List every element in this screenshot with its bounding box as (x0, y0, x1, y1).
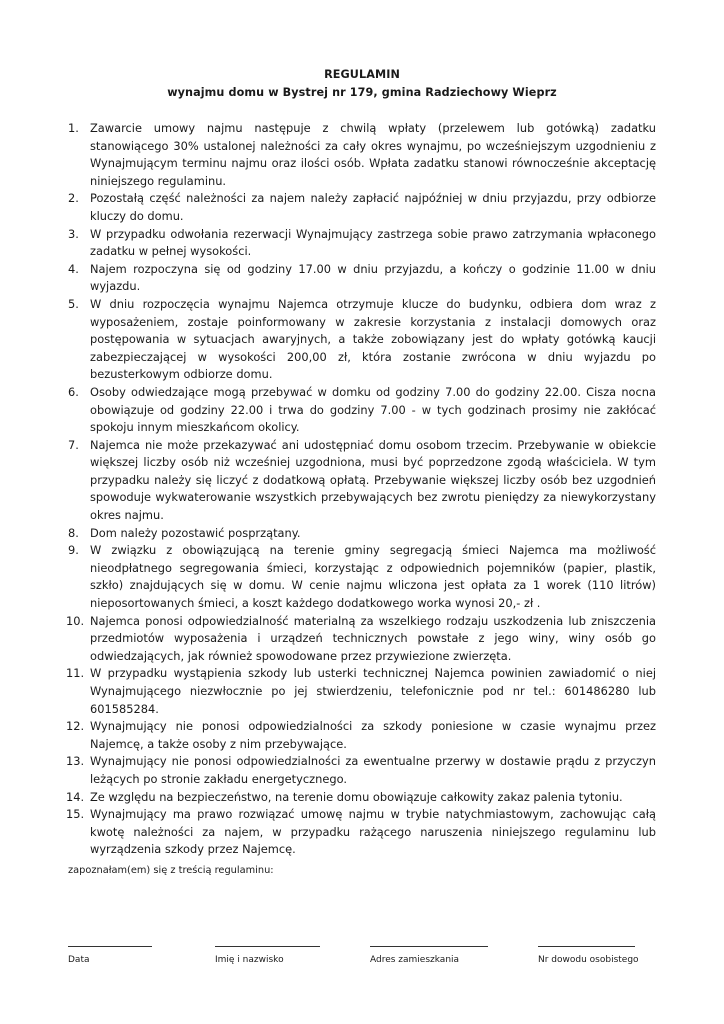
rule-text: Wynajmujący nie ponosi odpowiedzialności za ewentualne przerwy w dostawie prądu z przyczyn leżących po stronie zakładu energetycznego. (90, 754, 656, 786)
rule-number: 5. (68, 296, 79, 311)
rule-number: 14. (66, 789, 85, 804)
rule-item (0, 806, 724, 859)
document-subtitle: wynajmu domu w Bystrej nr 179, gmina Radziechowy Wieprz (167, 86, 557, 99)
signature-label-name: Imię i nazwisko (215, 955, 284, 965)
rule-item (0, 296, 724, 384)
rule-item (0, 753, 724, 788)
rule-item (0, 525, 724, 543)
signature-line-date (68, 946, 152, 947)
rule-item (0, 542, 724, 612)
rule-number: 9. (68, 543, 79, 558)
signature-line-address (370, 946, 488, 947)
rule-item (0, 384, 724, 437)
rule-number: 10. (66, 613, 85, 628)
rule-text: W przypadku odwołania rezerwacji Wynajmujący zastrzega sobie prawo zatrzymania wpłaconego zadatku w pełnej wysokości. (90, 226, 656, 259)
rule-text: Dom należy pozostawić posprzątany. (90, 525, 301, 540)
rule-text: Wynajmujący ma prawo rozwiązać umowę najmu w trybie natychmiastowym, zachowując całą kwotę należności za najem, w przypadku rażącego naruszenia niniejszego regulaminu lub wyrządzenia szkody przez Najemcę. (90, 807, 656, 857)
rule-item (0, 120, 724, 190)
rule-number: 6. (68, 384, 79, 399)
rule-text: Najemca nie może przekazywać ani udostępniać domu osobom trzecim. Przebywanie w obiekcie większej liczby osób niż wcześniej uzgodniona, musi być poprzedzone zgodą właściciela. W tym przypadku należy się liczyć z dodatkową opłatą. Przebywanie większej liczby osób bez uzgodnień spowoduje wykwaterowanie wszystkich przebywających bez zwrotu pieniędzy za niewykorzystany okres najmu. (90, 437, 656, 523)
rule-item (0, 261, 724, 296)
rule-number: 4. (68, 261, 79, 276)
rule-number: 2. (68, 191, 79, 206)
rule-item (0, 190, 724, 225)
rule-text: Ze względu na bezpieczeństwo, na terenie domu obowiązuje całkowity zakaz palenia tytoniu. (90, 789, 623, 804)
rule-text: Osoby odwiedzające mogą przebywać w domku od godziny 7.00 do godziny 22.00. Cisza nocna obowiązuje od godziny 22.00 i trwa do godziny 7.00 - w tych godzinach prosimy nie zakłócać spokoju innym mieszkańcom okolicy. (90, 384, 656, 435)
signature-label-address: Adres zamieszkania (370, 955, 460, 965)
document-title: REGULAMIN (324, 68, 400, 81)
signature-line-id (538, 946, 635, 947)
rule-number: 13. (66, 754, 85, 769)
rule-number: 8. (68, 525, 79, 540)
rule-item (0, 789, 724, 807)
rule-item (0, 665, 724, 718)
rule-item (0, 437, 724, 525)
rule-text: W dniu rozpoczęcia wynajmu Najemca otrzymuje klucze do budynku, odbiera dom wraz z wyposażeniem, zostaje poinformowany w zakresie korzystania z instalacji domowych oraz postępowania w sytuacjach awaryjnych, a także zobowiązany jest do wpłaty gotówką kaucji zabezpieczającej w wysokości 200,00 zł, która zostanie zwrócona w dniu wyjazdu po bezusterkowym odbiorze domu. (90, 296, 656, 382)
rules-list (0, 120, 724, 859)
rule-number: 3. (68, 226, 79, 241)
signature-label-date: Data (68, 955, 90, 965)
rule-item (0, 613, 724, 666)
rule-item (0, 718, 724, 753)
signature-line-name (215, 946, 320, 947)
rule-number: 12. (66, 719, 85, 734)
acknowledgement-text: zapoznałam(em) się z treścią regulaminu: (68, 865, 274, 876)
rule-number: 15. (66, 807, 85, 822)
rule-text: W związku z obowiązującą na terenie gminy segregacją śmieci Najemca ma możliwość nieodpłatnego segregowania śmieci, korzystając z odpowiednich pojemników (papier, plastik, szkło) znajdujących się w domu. W cenie najmu wliczona jest opłata za 1 worek (110 litrów) nieposortowanych śmieci, a koszt każdego dodatkowego worka wynosi 20,- zł . (90, 543, 656, 611)
rule-number: 11. (66, 666, 85, 681)
rule-item (0, 226, 724, 261)
rule-text: Pozostałą część należności za najem należy zapłacić najpóźniej w dniu przyjazdu, przy odbiorze kluczy do domu. (90, 191, 656, 223)
rule-text: Wynajmujący nie ponosi odpowiedzialności za szkody poniesione w czasie wynajmu przez Najemcę, a także osoby z nim przebywające. (90, 719, 656, 751)
rule-number: 7. (68, 437, 79, 452)
rule-number: 1. (68, 121, 79, 135)
rule-text: Najemca ponosi odpowiedzialność materialną za wszelkiego rodzaju uszkodzenia lub zniszczenia przedmiotów wyposażenia i urządzeń technicznych powstałe z jego winy, winy osób go odwiedzających, jak również spowodowane przez przywiezione zwierzęta. (90, 613, 656, 663)
rule-text: Zawarcie umowy najmu następuje z chwilą wpłaty (przelewem lub gotówką) zadatku stanowiącego 30% ustalonej należności za cały okres wynajmu, po wcześniejszym uzgodnieniu z Wynajmującym terminu najmu oraz ilości osób. Wpłata zadatku stanowi równocześnie akceptację niniejszego regulaminu. (90, 121, 656, 188)
rule-text: Najem rozpoczyna się od godziny 17.00 w dniu przyjazdu, a kończy o godzinie 11.00 w dniu wyjazdu. (90, 261, 656, 294)
signature-label-id: Nr dowodu osobistego (538, 955, 639, 965)
rule-text: W przypadku wystąpienia szkody lub usterki technicznej Najemca powinien zawiadomić o niej Wynajmującego niezwłocznie po jej stwierdzeniu, telefonicznie pod nr tel.: 601486280 lub 601585284. (90, 666, 656, 716)
